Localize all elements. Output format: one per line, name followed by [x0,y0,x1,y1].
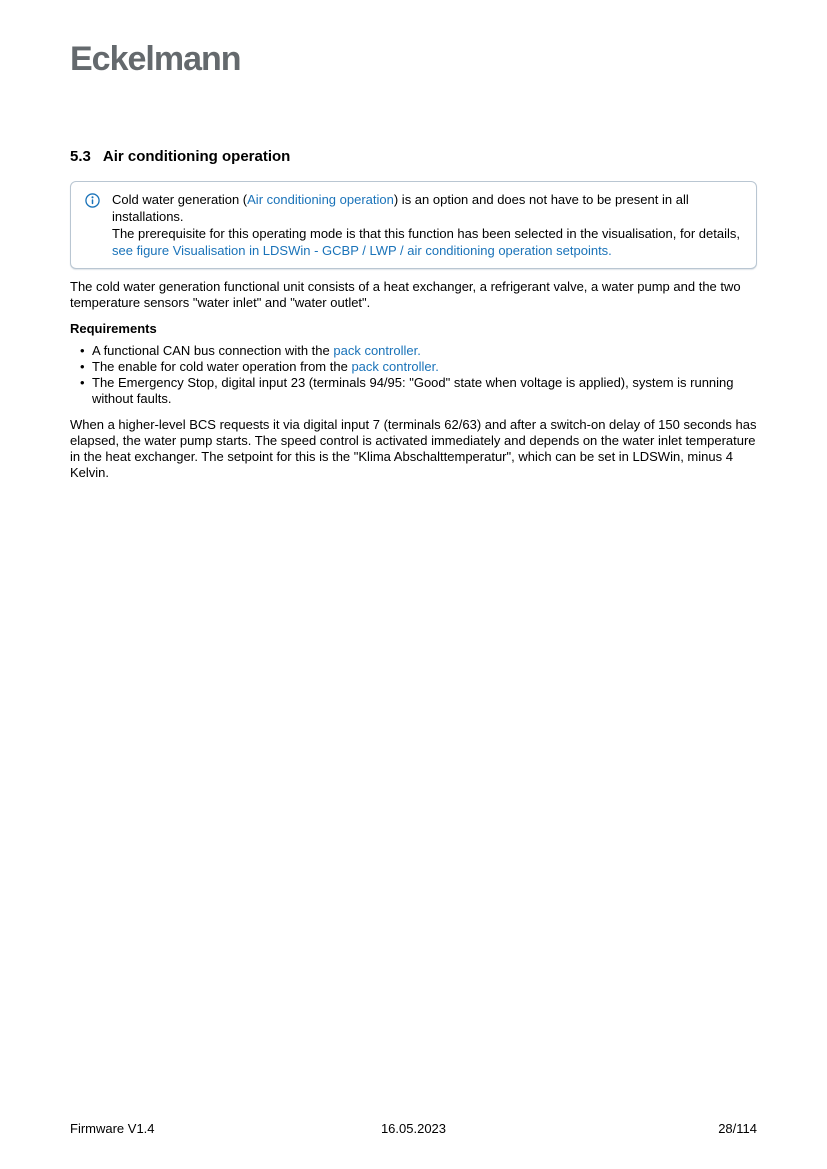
footer-firmware-version: Firmware V1.4 [70,1121,155,1136]
list-item [70,375,757,407]
list-item [70,359,757,375]
section-heading [70,148,757,166]
note-text [112,191,742,259]
requirements-list [70,343,757,407]
bullet-text: A functional CAN bus connection with the [92,343,334,358]
company-logo: Eckelmann [70,40,241,78]
bullet-text: The Emergency Stop, digital input 23 (terminals 94/95: "Good" state when voltage is applied), system is running without faults. [92,375,734,406]
info-note-box [70,181,757,269]
note-sentence2: The prerequisite for this operating mode is that this function has been selected in the visualisation, for details, [112,226,740,241]
section-title: Air conditioning operation [102,148,291,165]
pack-controller-link[interactable]: pack controller. [351,359,439,374]
note-sentence1-post: ) is an option and does not have to be present in all installations. [112,192,689,224]
body-paragraph: When a higher-level BCS requests it via digital input 7 (terminals 62/63) and after a switch-on delay of 150 seconds has elapsed, the water pump starts. The speed control is activated immediately and depends on the water inlet temperature in the heat exchanger. The setpoint for this is the "Klima Abschalttemperatur", which can be set in LDSWin, minus 4 Kelvin. [70,417,757,480]
info-icon [85,193,100,208]
pack-controller-link[interactable]: pack controller. [333,343,421,358]
page-footer [0,1122,827,1136]
note-sentence1: Cold water generation ( [112,192,248,207]
air-conditioning-operation-link[interactable]: Air conditioning operation [247,192,394,207]
list-item [70,343,757,359]
footer-date: 16.05.2023 [380,1121,447,1136]
bullet-text: The enable for cold water operation from the [92,359,352,374]
footer-page-number: 28/114 [718,1121,757,1136]
intro-paragraph: The cold water generation functional unit consists of a heat exchanger, a refrigerant valve, a water pump and the two temperature sensors "water inlet" and "water outlet". [70,279,741,310]
requirements-heading: Requirements [70,321,157,336]
section-number: 5.3 [70,148,91,165]
page-content [0,0,827,481]
see-figure-link[interactable]: see figure Visualisation in LDSWin - GCBP / LWP / air conditioning operation setpoints. [112,243,612,258]
